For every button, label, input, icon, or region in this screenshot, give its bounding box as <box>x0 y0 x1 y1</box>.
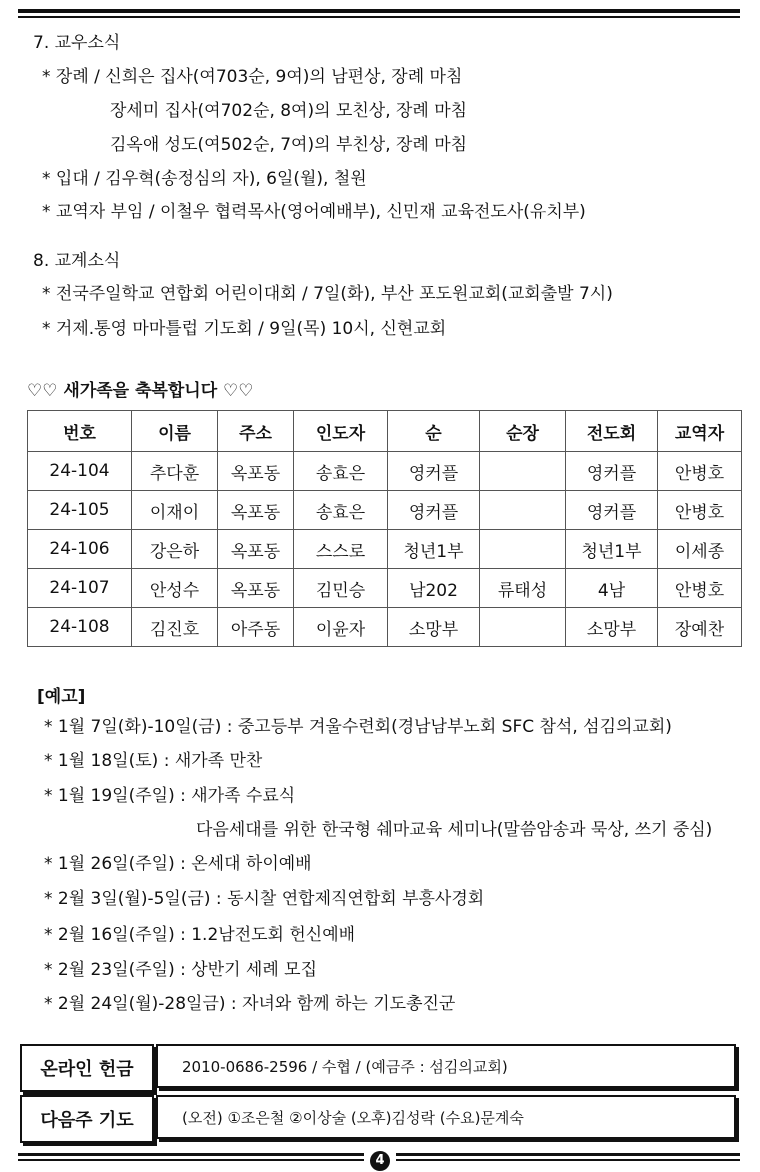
table-cell: 남202 <box>388 569 480 608</box>
col-header-number: 번호 <box>28 411 132 452</box>
new-family-table <box>27 410 742 647</box>
table-cell: 장예찬 <box>658 608 742 647</box>
table-cell: 청년1부 <box>566 530 658 569</box>
notice-line: * 2월 16일(주일) : 1.2남전도회 헌신예배 <box>44 925 356 945</box>
col-header-address: 주소 <box>218 411 294 452</box>
table-cell <box>480 452 566 491</box>
top-rule-thick <box>18 9 740 13</box>
notice-line: * 2월 23일(주일) : 상반기 세례 모집 <box>44 960 318 980</box>
table-row <box>28 569 742 608</box>
col-header-pastor: 교역자 <box>658 411 742 452</box>
online-offering-value: 2010-0686-2596 / 수협 / (예금주 : 섬김의교회) <box>156 1044 736 1088</box>
section7-line: * 교역자 부임 / 이철우 협력목사(영어예배부), 신민재 교육전도사(유치부) <box>42 202 586 222</box>
notice-line: * 1월 7일(화)-10일(금) : 중고등부 겨울수련회(경남남부노회 SFC 참석, 섬김의교회) <box>44 717 672 737</box>
notice-line: * 1월 18일(토) : 새가족 만찬 <box>44 751 263 771</box>
table-row <box>28 491 742 530</box>
table-cell: 청년1부 <box>388 530 480 569</box>
table-cell: 김민승 <box>294 569 388 608</box>
table-cell <box>480 530 566 569</box>
table-cell: 옥포동 <box>218 569 294 608</box>
notice-line: * 1월 26일(주일) : 온세대 하이예배 <box>44 854 312 874</box>
table-row <box>28 530 742 569</box>
section8-line: * 전국주일학교 연합회 어린이대회 / 7일(화), 부산 포도원교회(교회출발 7시) <box>42 284 613 304</box>
table-cell: 영커플 <box>566 491 658 530</box>
table-cell <box>480 491 566 530</box>
table-row <box>28 608 742 647</box>
section7-line: * 입대 / 김우혁(송정심의 자), 6일(월), 철원 <box>42 169 367 189</box>
section7-line: 김옥애 성도(여502순, 7여)의 부친상, 장례 마침 <box>110 135 468 155</box>
online-offering-label: 온라인 헌금 <box>20 1044 154 1092</box>
table-cell: 24-107 <box>28 569 132 608</box>
table-cell: 스스로 <box>294 530 388 569</box>
table-cell: 안병호 <box>658 452 742 491</box>
table-cell: 이재이 <box>132 491 218 530</box>
top-rule-thin <box>18 16 740 18</box>
table-cell: 안병호 <box>658 569 742 608</box>
next-prayer-value: (오전) ①조은철 ②이상술 (오후)김성락 (수요)문계숙 <box>156 1095 736 1139</box>
next-prayer-label: 다음주 기도 <box>20 1095 154 1143</box>
table-cell: 송효은 <box>294 491 388 530</box>
section8-line: * 거제.통영 마마틀럽 기도회 / 9일(목) 10시, 신현교회 <box>42 319 447 339</box>
table-cell: 이세종 <box>658 530 742 569</box>
notice-line: * 2월 24일(월)-28일금) : 자녀와 함께 하는 기도총진군 <box>44 994 456 1014</box>
table-cell: 송효은 <box>294 452 388 491</box>
table-cell: 안성수 <box>132 569 218 608</box>
col-header-name: 이름 <box>132 411 218 452</box>
section7-line: * 장례 / 신희은 집사(여703순, 9여)의 남편상, 장례 마침 <box>42 67 463 87</box>
col-header-guide: 인도자 <box>294 411 388 452</box>
table-cell: 24-104 <box>28 452 132 491</box>
table-row <box>28 452 742 491</box>
table-cell: 옥포동 <box>218 452 294 491</box>
table-cell: 영커플 <box>388 491 480 530</box>
table-cell: 24-105 <box>28 491 132 530</box>
table-cell: 이윤자 <box>294 608 388 647</box>
table-cell: 김진호 <box>132 608 218 647</box>
page-number: 4 <box>370 1151 390 1171</box>
notice-line: * 1월 19일(주일) : 새가족 수료식 <box>44 786 296 806</box>
table-cell: 아주동 <box>218 608 294 647</box>
table-cell: 추다훈 <box>132 452 218 491</box>
notice-line: 다음세대를 위한 한국형 쉐마교육 세미나(말씀암송과 묵상, 쓰기 중심) <box>196 820 713 840</box>
table-cell: 24-108 <box>28 608 132 647</box>
table-cell: 소망부 <box>388 608 480 647</box>
section7-title: 7. 교우소식 <box>33 33 121 53</box>
table-cell: 옥포동 <box>218 530 294 569</box>
table-cell: 옥포동 <box>218 491 294 530</box>
table-cell: 소망부 <box>566 608 658 647</box>
new-family-title: ♡♡ 새가족을 축복합니다 ♡♡ <box>27 381 254 401</box>
col-header-group: 순 <box>388 411 480 452</box>
table-header-row <box>28 411 742 452</box>
table-cell: 24-106 <box>28 530 132 569</box>
col-header-mission: 전도회 <box>566 411 658 452</box>
table-cell: 안병호 <box>658 491 742 530</box>
table-cell: 강은하 <box>132 530 218 569</box>
table-cell: 영커플 <box>566 452 658 491</box>
section7-line: 장세미 집사(여702순, 8여)의 모친상, 장례 마침 <box>110 101 468 121</box>
table-cell: 영커플 <box>388 452 480 491</box>
notice-line: * 2월 3일(월)-5일(금) : 동시찰 연합제직연합회 부흥사경회 <box>44 889 485 909</box>
table-cell: 4남 <box>566 569 658 608</box>
col-header-group-leader: 순장 <box>480 411 566 452</box>
table-cell: 류태성 <box>480 569 566 608</box>
section8-title: 8. 교계소식 <box>33 251 121 271</box>
table-cell <box>480 608 566 647</box>
notice-title: [예고] <box>37 687 86 707</box>
